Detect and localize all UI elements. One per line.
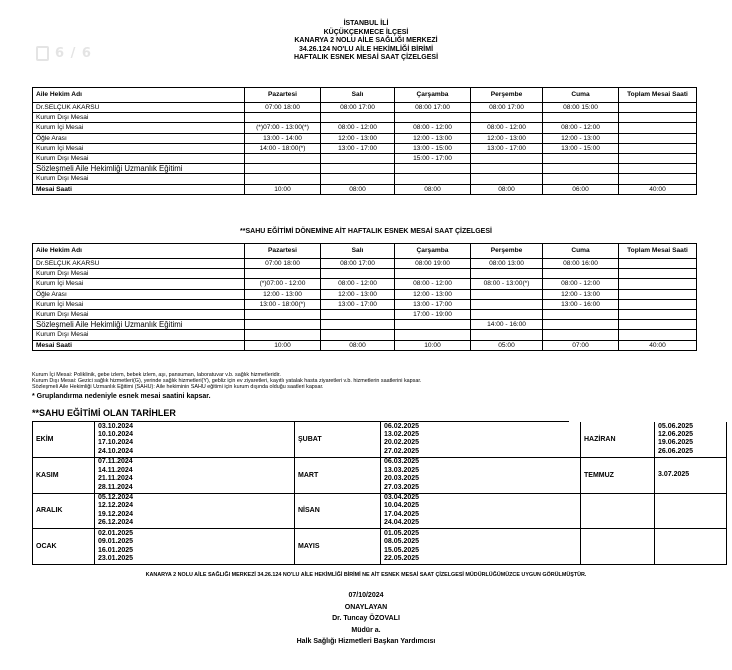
month-dates: [95, 458, 295, 494]
table-row: [33, 289, 697, 299]
document-header: [0, 20, 732, 63]
month-label: MART: [295, 458, 381, 494]
month-dates: [381, 422, 581, 458]
table-cell: [395, 320, 471, 330]
sahu-schedule-title: **SAHU EĞİTİMİ DÖNEMİNE AİT HAFTALIK ESNEK MESAİ SAAT ÇİZELGESİ: [240, 228, 492, 235]
date-entry: 26.12.2024: [98, 519, 134, 527]
column-header: Toplam Mesai Saati: [619, 88, 697, 103]
date-entry: 20.03.2025: [384, 475, 420, 483]
table-cell: 08:00 17:00: [321, 103, 395, 113]
row-label: Öğle Arası: [33, 133, 245, 143]
table-cell: [619, 330, 697, 340]
table-cell: 12:00 - 13:00: [471, 133, 543, 143]
total-cell: 07:00: [543, 340, 619, 350]
table-cell: 08:00 15:00: [543, 103, 619, 113]
table-cell: 08:00 - 13:00(*): [471, 279, 543, 289]
date-entry: 13.03.2025: [384, 466, 420, 474]
table-cell: 08:00 17:00: [471, 103, 543, 113]
row-label: Sözleşmeli Aile Hekimliği Uzmanlık Eğitimi: [33, 320, 245, 330]
table-cell: [321, 330, 395, 340]
date-entry: 06.02.2025: [384, 422, 420, 430]
table-cell: [395, 174, 471, 184]
table-cell: [471, 309, 543, 319]
grouping-note: * Gruplandırma nedeniyle esnek mesai saatini kapsar.: [32, 393, 211, 400]
month-dates: [655, 529, 727, 565]
month-dates: [381, 458, 581, 494]
table-cell: 13:00 - 17:00: [321, 299, 395, 309]
date-entry: 27.03.2025: [384, 483, 420, 491]
row-label: Kurum İçi Mesai: [33, 279, 245, 289]
total-cell: 40:00: [619, 340, 697, 350]
table-cell: 13:00 - 15:00: [395, 143, 471, 153]
date-entry: 07.11.2024: [98, 458, 133, 466]
month-dates: [381, 529, 581, 565]
table-cell: [245, 269, 321, 279]
total-cell: 08:00: [321, 184, 395, 194]
header-row: [33, 88, 697, 103]
row-label: Kurum İçi Mesai: [33, 143, 245, 153]
definitions-notes: [32, 372, 712, 391]
table-cell: [619, 174, 697, 184]
month-label: HAZİRAN: [581, 422, 655, 458]
header-title: HAFTALIK ESNEK MESAİ SAAT ÇİZELGESİ: [293, 54, 439, 62]
table-cell: [395, 164, 471, 174]
sahu-dates-table: [32, 421, 694, 565]
table-cell: 12:00 - 13:00: [543, 289, 619, 299]
date-entry: 08.05.2025: [384, 538, 420, 546]
date-entry: 15.05.2025: [384, 546, 420, 554]
date-entry: 27.02.2025: [384, 447, 420, 455]
table-cell: [245, 330, 321, 340]
table-cell: [543, 309, 619, 319]
table-row: [33, 309, 697, 319]
table-cell: 13:00 - 16:00: [543, 299, 619, 309]
row-label: Kurum Dışı Mesai: [33, 309, 245, 319]
table-row: [33, 320, 697, 330]
table-cell: [619, 320, 697, 330]
table-cell: [619, 259, 697, 269]
column-header: Aile Hekim Adı: [33, 88, 245, 103]
column-header: Perşembe: [471, 244, 543, 259]
note-internal: Kurum İçi Mesai: Poliklinik, gebe izlem, bebek izlem, aşı, pansuman, laboratuvar v.b. sağlık hizmetleridir.: [32, 372, 281, 378]
table-cell: [619, 289, 697, 299]
date-entry: 03.04.2025: [384, 494, 420, 502]
signature-date: 07/10/2024: [348, 592, 384, 599]
header-unit: 34.26.124 NO'LU AİLE HEKİMLİĞİ BİRİMİ: [298, 45, 434, 53]
month-label: [581, 494, 655, 530]
month-label: NİSAN: [295, 494, 381, 530]
column-header: Pazartesi: [245, 244, 321, 259]
month-dates: [95, 422, 295, 458]
table-cell: [619, 279, 697, 289]
column-header: Perşembe: [471, 88, 543, 103]
table-cell: 12:00 - 13:00: [395, 289, 471, 299]
table-cell: 08:00 17:00: [395, 103, 471, 113]
total-cell: 08:00: [471, 184, 543, 194]
table-cell: [471, 289, 543, 299]
date-entry: 21.11.2024: [98, 475, 133, 483]
table-row: [33, 123, 697, 133]
total-cell: 06:00: [543, 184, 619, 194]
date-entry: 19.06.2025: [658, 439, 694, 447]
table-cell: 13:00 - 15:00: [543, 143, 619, 153]
row-label: Kurum Dışı Mesai: [33, 113, 245, 123]
table-cell: 17:00 - 19:00: [395, 309, 471, 319]
date-entry: 10.10.2024: [98, 430, 134, 438]
table-cell: [471, 153, 543, 163]
date-entry: 19.12.2024: [98, 510, 134, 518]
row-label: Kurum İçi Mesai: [33, 123, 245, 133]
table-cell: 13:00 - 17:00: [395, 299, 471, 309]
month-label: EKİM: [33, 422, 95, 458]
table-cell: [395, 269, 471, 279]
column-header: Salı: [321, 244, 395, 259]
month-dates: [655, 494, 727, 530]
date-entry: 13.02.2025: [384, 430, 420, 438]
table-cell: [471, 299, 543, 309]
date-entry: 28.11.2024: [98, 483, 133, 491]
signature-office: Halk Sağlığı Hizmetleri Başkan Yardımcısı: [296, 638, 436, 646]
table-cell: [321, 164, 395, 174]
column-header: Pazartesi: [245, 88, 321, 103]
weekly-schedule-table: [32, 87, 697, 195]
date-entry: 09.01.2025: [98, 538, 134, 546]
table-cell: 08:00 19:00: [395, 259, 471, 269]
table-cell: [321, 113, 395, 123]
signature-name: Dr. Tuncay ÖZOVALI: [332, 615, 400, 623]
table-cell: [471, 269, 543, 279]
header-province: İSTANBUL İLİ: [343, 20, 389, 27]
total-cell: 10:00: [245, 340, 321, 350]
table-row: [33, 279, 697, 289]
table-cell: [543, 269, 619, 279]
table-row: [33, 153, 697, 163]
month-dates: [381, 494, 581, 530]
row-label: Kurum Dışı Mesai: [33, 269, 245, 279]
total-cell: 08:00: [321, 340, 395, 350]
table-cell: [471, 330, 543, 340]
total-label: Mesai Saati: [33, 340, 245, 350]
table-cell: [619, 133, 697, 143]
table-cell: [245, 164, 321, 174]
table-cell: [471, 113, 543, 123]
table-row: [33, 113, 697, 123]
table-cell: [395, 113, 471, 123]
total-cell: 10:00: [245, 184, 321, 194]
date-entry: 24.10.2024: [98, 447, 134, 455]
date-entry: 17.04.2025: [384, 510, 420, 518]
table-cell: 12:00 - 13:00: [321, 133, 395, 143]
table-cell: 08:00 - 12:00: [471, 123, 543, 133]
month-label: MAYIS: [295, 529, 381, 565]
table-cell: [619, 299, 697, 309]
table-row: [33, 299, 697, 309]
table-cell: [619, 153, 697, 163]
table-cell: [619, 143, 697, 153]
table-row: [33, 143, 697, 153]
table-cell: [619, 164, 697, 174]
row-label: Kurum Dışı Mesai: [33, 330, 245, 340]
table-cell: [245, 153, 321, 163]
table-cell: [619, 309, 697, 319]
month-dates: [95, 529, 295, 565]
column-header: Çarşamba: [395, 88, 471, 103]
approval-statement: KANARYA 2 NOLU AİLE SAĞLIĞI MERKEZİ 34.26.124 NO'LU AİLE HEKİMLİĞİ BİRİMİ NE AİT ESNEK MESAİ SAAT ÇİZELGESİ MÜDÜRLÜĞÜMÜZCE UYGUN GÖRÜLMÜŞTÜR.: [145, 572, 587, 578]
table-cell: [321, 320, 395, 330]
row-label: Sözleşmeli Aile Hekimliği Uzmanlık Eğitimi: [33, 164, 245, 174]
total-row: [33, 184, 697, 194]
signature-status: ONAYLAYAN: [344, 603, 388, 611]
table-row: [33, 330, 697, 340]
table-row: [33, 133, 697, 143]
column-header: Toplam Mesai Saati: [619, 244, 697, 259]
month-label: OCAK: [33, 529, 95, 565]
table-cell: [245, 174, 321, 184]
table-cell: (*)07:00 - 13:00(*): [245, 123, 321, 133]
date-entry: 03.10.2024: [98, 422, 134, 430]
table-cell: 12:00 - 13:00: [245, 289, 321, 299]
table-cell: [245, 113, 321, 123]
table-cell: [321, 153, 395, 163]
header-district: KÜÇÜKÇEKMECE İLÇESİ: [323, 28, 409, 36]
row-label: Öğle Arası: [33, 289, 245, 299]
month-label: ŞUBAT: [295, 422, 381, 458]
table-cell: [619, 103, 697, 113]
table-cell: 14:00 - 16:00: [471, 320, 543, 330]
date-entry: 22.05.2025: [384, 555, 420, 563]
row-label: Dr.SELÇUK AKARSU: [33, 103, 245, 113]
table-cell: [619, 123, 697, 133]
table-cell: [471, 164, 543, 174]
date-entry: 20.02.2025: [384, 439, 420, 447]
table-cell: [543, 113, 619, 123]
table-cell: 08:00 - 12:00: [395, 279, 471, 289]
signature-block: [0, 590, 732, 648]
month-dates: [95, 494, 295, 530]
table-cell: 12:00 - 13:00: [543, 133, 619, 143]
date-entry: 26.06.2025: [658, 447, 694, 455]
column-header: Salı: [321, 88, 395, 103]
total-row: [33, 340, 697, 350]
month-dates: [655, 422, 727, 458]
row-label: Dr.SELÇUK AKARSU: [33, 259, 245, 269]
table-cell: [543, 330, 619, 340]
table-cell: [619, 113, 697, 123]
sahu-dates-title: **SAHU EĞİTİMİ OLAN TARİHLER: [32, 408, 176, 418]
table-row: [33, 164, 697, 174]
column-header: Cuma: [543, 88, 619, 103]
table-cell: 13:00 - 18:00(*): [245, 299, 321, 309]
header-center: KANARYA 2 NOLU AİLE SAĞLIĞI MERKEZİ: [294, 37, 438, 45]
table-cell: [619, 269, 697, 279]
date-entry: 14.11.2024: [98, 466, 133, 474]
date-entry: 01.05.2025: [384, 529, 420, 537]
page-counter: 6 / 6: [55, 46, 92, 61]
table-cell: [321, 174, 395, 184]
date-entry: 16.01.2025: [98, 546, 134, 554]
table-cell: 07:00 18:00: [245, 259, 321, 269]
row-label: Kurum Dışı Mesai: [33, 153, 245, 163]
table-cell: 07:00 18:00: [245, 103, 321, 113]
total-cell: 05:00: [471, 340, 543, 350]
table-cell: [543, 174, 619, 184]
note-sahu: Sözleşmeli Aile Hekimliği Uzmanlık Eğitimi (SAHU): Aile hekiminin SAHU eğitimi için kurum dışında olduğu saatleri kapsar.: [32, 384, 324, 391]
table-cell: 08:00 16:00: [543, 259, 619, 269]
total-cell: 08:00: [395, 184, 471, 194]
table-cell: (*)07:00 - 12:00: [245, 279, 321, 289]
table-cell: 08:00 17:00: [321, 259, 395, 269]
table-cell: [245, 309, 321, 319]
date-entry: 12.06.2025: [658, 430, 694, 438]
month-dates: [655, 458, 727, 494]
table-cell: 13:00 - 17:00: [471, 143, 543, 153]
table-row: [33, 174, 697, 184]
row-label: Kurum Dışı Mesai: [33, 174, 245, 184]
table-cell: 08:00 - 12:00: [321, 123, 395, 133]
table-cell: 08:00 13:00: [471, 259, 543, 269]
note-external: Kurum Dışı Mesai: Gezici sağlık hizmetleri(G), yerinde sağlık hizmetleri(Y), gebliz için ev ziyaretleri, kayıtlı yatalak hasta ziyaretleri v.b. hizmetlerin saatlerini kapsar.: [32, 378, 422, 385]
table-cell: 12:00 - 13:00: [395, 133, 471, 143]
table-cell: [321, 309, 395, 319]
column-header: Cuma: [543, 244, 619, 259]
month-label: TEMMUZ: [581, 458, 655, 494]
date-entry: 05.12.2024: [98, 494, 134, 502]
table-cell: 15:00 - 17:00: [395, 153, 471, 163]
date-entry: 23.01.2025: [98, 555, 134, 563]
column-header: Aile Hekim Adı: [33, 244, 245, 259]
header-row: [33, 244, 697, 259]
table-cell: 08:00 - 12:00: [543, 279, 619, 289]
sahu-schedule-table: [32, 243, 697, 351]
date-entry: 17.10.2024: [98, 439, 134, 447]
month-label: KASIM: [33, 458, 95, 494]
total-label: Mesai Saati: [33, 184, 245, 194]
date-entry: 3.07.2025: [658, 470, 690, 478]
table-cell: 08:00 - 12:00: [543, 123, 619, 133]
table-cell: [471, 174, 543, 184]
date-entry: 10.04.2025: [384, 502, 420, 510]
table-row: [33, 103, 697, 113]
table-cell: 14:00 - 18:00(*): [245, 143, 321, 153]
table-cell: [543, 153, 619, 163]
table-cell: [543, 164, 619, 174]
date-entry: 24.04.2025: [384, 519, 420, 527]
row-label: Kurum İçi Mesai: [33, 299, 245, 309]
month-label: ARALIK: [33, 494, 95, 530]
signature-title: Müdür a.: [351, 626, 381, 634]
date-entry: 12.12.2024: [98, 502, 134, 510]
month-label: [581, 529, 655, 565]
table-cell: [543, 320, 619, 330]
date-entry: 05.06.2025: [658, 422, 694, 430]
total-cell: 40:00: [619, 184, 697, 194]
column-header: Çarşamba: [395, 244, 471, 259]
table-cell: 08:00 - 12:00: [395, 123, 471, 133]
table-cell: [321, 269, 395, 279]
total-cell: 10:00: [395, 340, 471, 350]
table-cell: [245, 320, 321, 330]
table-cell: 13:00 - 17:00: [321, 143, 395, 153]
table-cell: [395, 330, 471, 340]
table-row: [33, 269, 697, 279]
date-entry: 02.01.2025: [98, 529, 134, 537]
date-entry: 06.03.2025: [384, 458, 420, 466]
table-cell: 12:00 - 13:00: [321, 289, 395, 299]
table-cell: 13:00 - 14:00: [245, 133, 321, 143]
table-row: [33, 259, 697, 269]
table-cell: 08:00 - 12:00: [321, 279, 395, 289]
